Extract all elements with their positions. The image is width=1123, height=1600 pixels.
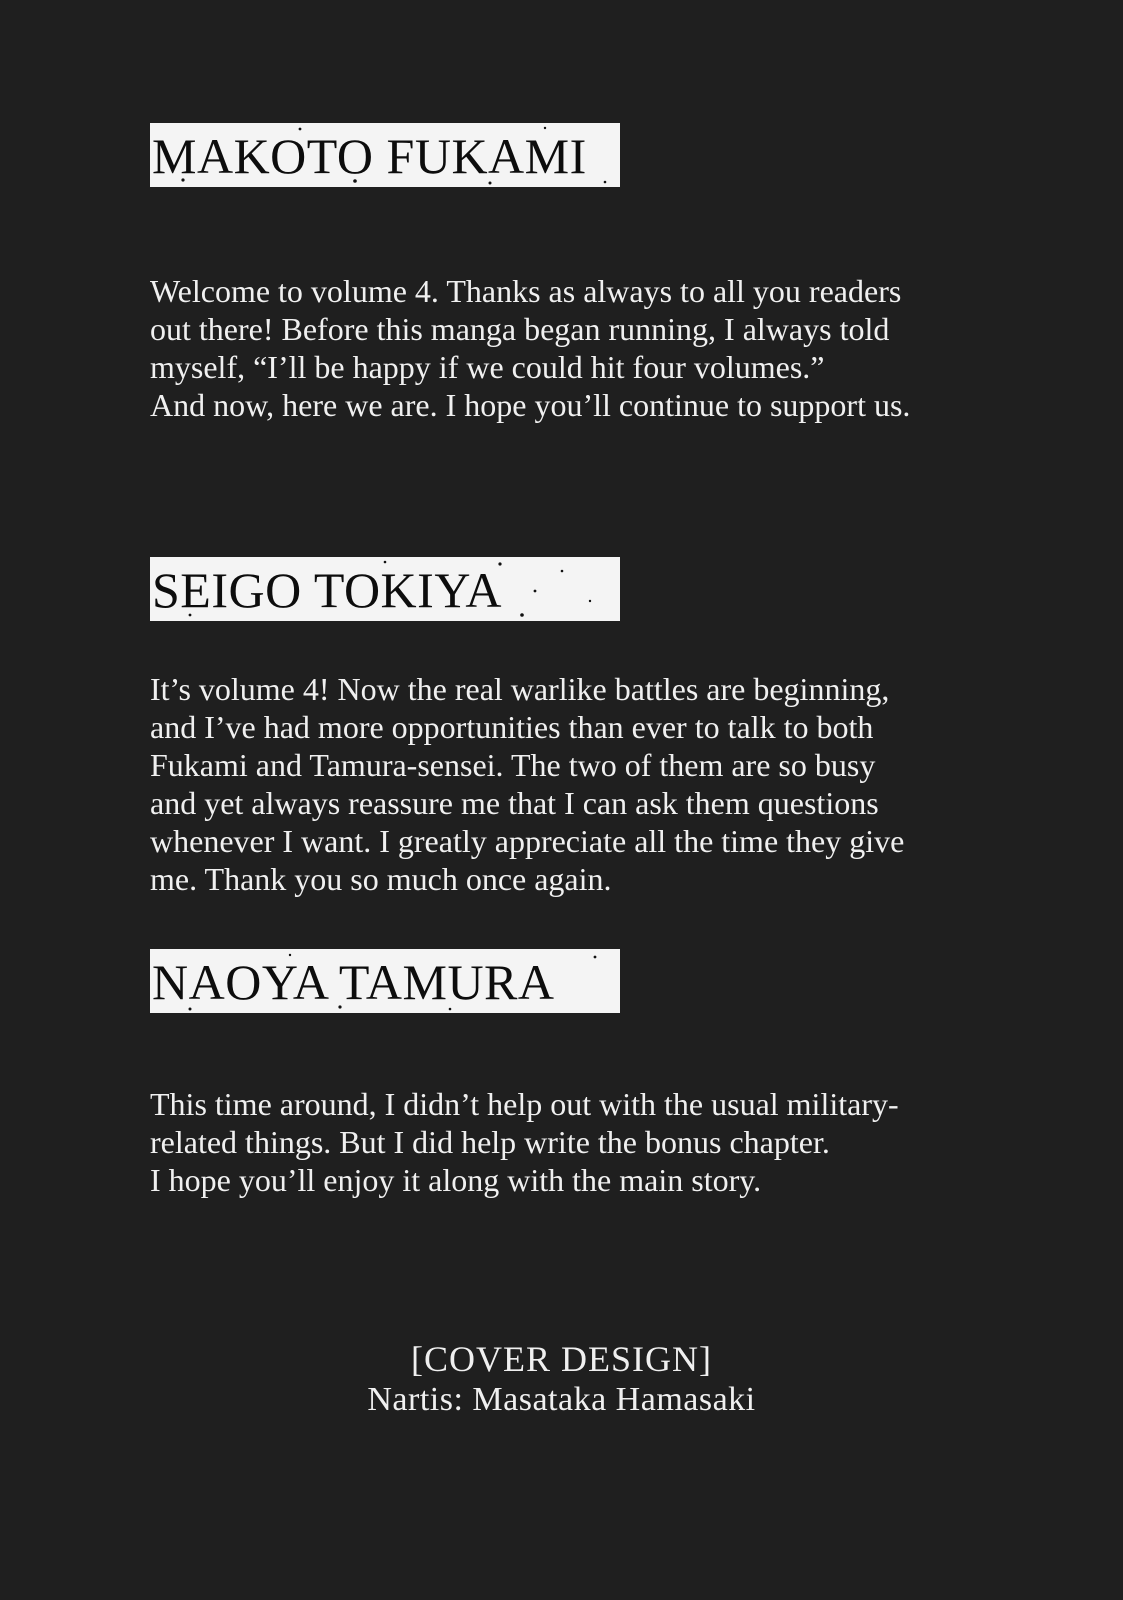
message-line: and I’ve had more opportunities than ever to talk to both [150, 709, 874, 745]
cover-design-credit [0, 1338, 1123, 1420]
message-line: Fukami and Tamura-sensei. The two of them are so busy [150, 747, 876, 783]
message-line: me. Thank you so much once again. [150, 861, 612, 897]
credit-heading: [COVER DESIGN] [411, 1339, 712, 1379]
message-line: It’s volume 4! Now the real warlike battles are beginning, [150, 671, 890, 707]
message-line: I hope you’ll enjoy it along with the main story. [150, 1162, 762, 1198]
author-name: NAOYA TAMURA [152, 954, 555, 1010]
author-label-makoto-fukami [150, 123, 620, 187]
author-message-naoya-tamura [150, 1085, 1010, 1199]
message-line: out there! Before this manga began running, I always told [150, 311, 890, 347]
credit-line: Nartis: Masataka Hamasaki [367, 1381, 756, 1418]
author-label-seigo-tokiya [150, 557, 620, 621]
message-line: This time around, I didn’t help out with the usual military- [150, 1086, 899, 1122]
message-line: whenever I want. I greatly appreciate all the time they give [150, 823, 905, 859]
message-line: myself, “I’ll be happy if we could hit four volumes.” [150, 349, 825, 385]
message-line: Welcome to volume 4. Thanks as always to all you readers [150, 273, 902, 309]
message-line: and yet always reassure me that I can ask them questions [150, 785, 879, 821]
author-label-naoya-tamura [150, 949, 620, 1013]
author-message-makoto-fukami [150, 272, 1010, 424]
author-name: SEIGO TOKIYA [152, 562, 502, 618]
message-line: related things. But I did help write the bonus chapter. [150, 1124, 830, 1160]
author-message-seigo-tokiya [150, 670, 1010, 898]
message-line: And now, here we are. I hope you’ll continue to support us. [150, 387, 911, 423]
author-name: MAKOTO FUKAMI [152, 128, 587, 184]
